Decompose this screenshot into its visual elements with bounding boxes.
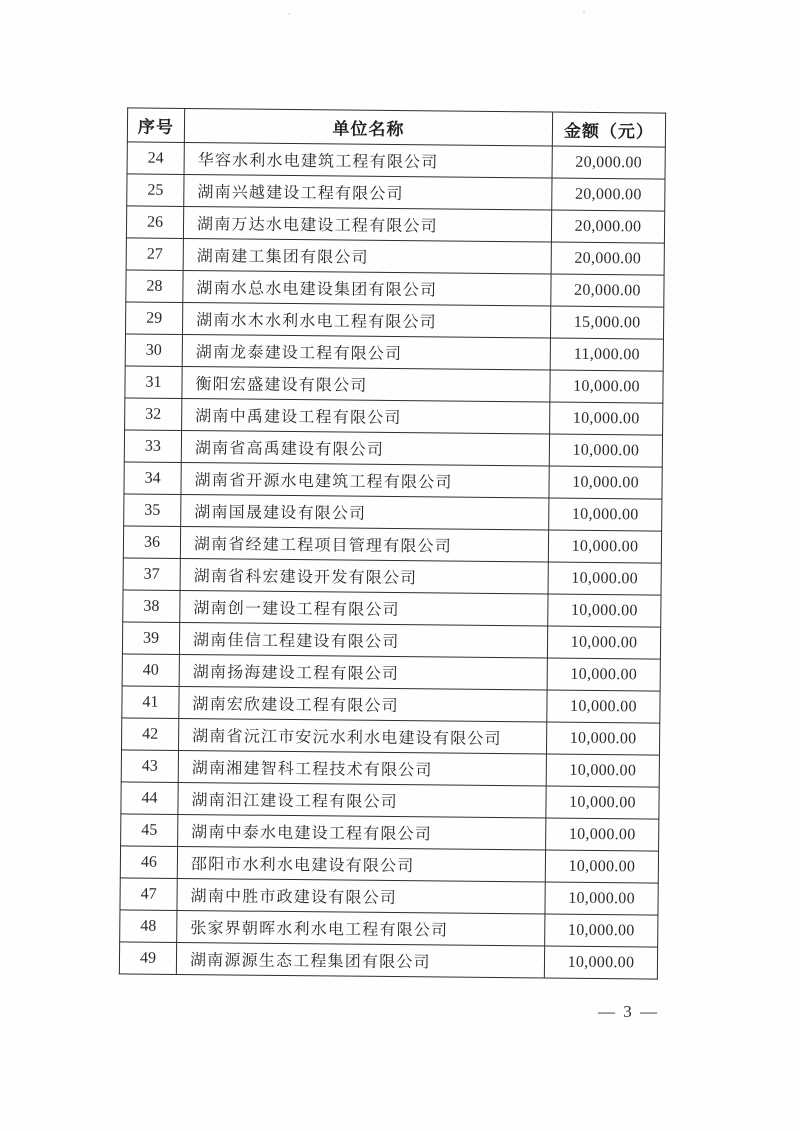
row-index-cell: 40 [122, 654, 179, 687]
row-index-cell: 33 [124, 430, 181, 463]
row-index-cell: 44 [121, 782, 178, 815]
row-index-cell: 39 [122, 622, 179, 655]
table-row [126, 270, 664, 307]
row-unit-name-cell: 湖南省高禹建设有限公司 [181, 430, 549, 466]
row-index-cell: 42 [122, 718, 179, 751]
row-amount-cell: 11,000.00 [550, 338, 663, 371]
row-amount-cell: 10,000.00 [547, 658, 660, 691]
row-index-cell: 25 [127, 174, 184, 207]
row-unit-name-cell: 湖南中禹建设工程有限公司 [182, 398, 550, 434]
header-index: 序号 [127, 108, 184, 143]
header-amount: 金额（元） [552, 112, 665, 147]
scan-speck [288, 13, 290, 15]
row-amount-cell: 10,000.00 [548, 530, 661, 563]
row-index-cell: 49 [119, 942, 176, 975]
row-amount-cell: 10,000.00 [550, 402, 663, 435]
row-unit-name-cell: 张家界朝晖水利水电工程有限公司 [177, 910, 545, 946]
row-unit-name-cell: 湖南国晟建设有限公司 [181, 494, 549, 530]
row-amount-cell: 20,000.00 [551, 274, 664, 307]
row-index-cell: 27 [126, 238, 183, 271]
table-row [127, 174, 665, 211]
row-unit-name-cell: 邵阳市水利水电建设有限公司 [177, 846, 545, 882]
table-row [123, 558, 661, 595]
row-index-cell: 36 [123, 526, 180, 559]
table-row [123, 590, 661, 627]
row-amount-cell: 10,000.00 [544, 946, 657, 979]
table-row [124, 462, 662, 499]
row-amount-cell: 10,000.00 [550, 370, 663, 403]
row-index-cell: 30 [125, 334, 182, 367]
row-amount-cell: 10,000.00 [547, 626, 660, 659]
row-index-cell: 26 [126, 206, 183, 239]
row-index-cell: 31 [125, 366, 182, 399]
row-index-cell: 45 [121, 814, 178, 847]
row-index-cell: 48 [120, 910, 177, 943]
row-amount-cell: 10,000.00 [549, 434, 662, 467]
row-amount-cell: 10,000.00 [549, 466, 662, 499]
row-unit-name-cell: 湖南万达水电建设工程有限公司 [183, 206, 551, 242]
table-body [119, 142, 665, 979]
row-unit-name-cell: 湖南湘建智科工程技术有限公司 [178, 750, 546, 786]
row-unit-name-cell: 湖南建工集团有限公司 [183, 238, 551, 274]
row-index-cell: 43 [121, 750, 178, 783]
row-amount-cell: 10,000.00 [547, 690, 660, 723]
row-index-cell: 24 [127, 142, 184, 175]
row-unit-name-cell: 湖南创一建设工程有限公司 [180, 590, 548, 626]
table-row [122, 622, 660, 659]
row-unit-name-cell: 湖南佳信工程建设有限公司 [179, 622, 547, 658]
table-row [120, 846, 658, 883]
table-row [123, 526, 661, 563]
row-index-cell: 37 [123, 558, 180, 591]
row-unit-name-cell: 湖南汨江建设工程有限公司 [178, 782, 546, 818]
page-number: — 3 — [598, 1002, 659, 1021]
row-index-cell: 47 [120, 878, 177, 911]
row-amount-cell: 10,000.00 [546, 722, 659, 755]
table-row [125, 334, 663, 371]
scan-speck [583, 11, 585, 14]
row-amount-cell: 10,000.00 [545, 882, 658, 915]
row-amount-cell: 10,000.00 [548, 594, 661, 627]
funding-table [119, 107, 666, 979]
row-amount-cell: 15,000.00 [550, 306, 663, 339]
header-unit-name: 单位名称 [184, 108, 552, 146]
row-amount-cell: 20,000.00 [552, 146, 665, 179]
table-row [121, 782, 659, 819]
row-index-cell: 29 [125, 302, 182, 335]
row-index-cell: 32 [125, 398, 182, 431]
row-index-cell: 35 [124, 494, 181, 527]
row-index-cell: 28 [126, 270, 183, 303]
row-unit-name-cell: 湖南龙泰建设工程有限公司 [182, 334, 550, 370]
row-unit-name-cell: 湖南源源生态工程集团有限公司 [176, 942, 544, 978]
row-unit-name-cell: 湖南省经建工程项目管理有限公司 [180, 526, 548, 562]
row-unit-name-cell: 湖南扬海建设工程有限公司 [179, 654, 547, 690]
row-amount-cell: 10,000.00 [549, 498, 662, 531]
table-row [125, 398, 663, 435]
row-amount-cell: 10,000.00 [546, 754, 659, 787]
table-row [122, 718, 660, 755]
table-row [122, 654, 660, 691]
row-unit-name-cell: 湖南兴越建设工程有限公司 [184, 174, 552, 210]
table-row [127, 142, 665, 179]
row-amount-cell: 10,000.00 [546, 786, 659, 819]
table-row [126, 238, 664, 275]
row-unit-name-cell: 衡阳宏盛建设有限公司 [182, 366, 550, 402]
row-unit-name-cell: 湖南中泰水电建设工程有限公司 [178, 814, 546, 850]
table-row [124, 430, 662, 467]
table-row [125, 302, 663, 339]
row-unit-name-cell: 湖南省科宏建设开发有限公司 [180, 558, 548, 594]
table-row [124, 494, 662, 531]
row-unit-name-cell: 华容水利水电建筑工程有限公司 [184, 142, 552, 178]
row-unit-name-cell: 湖南宏欣建设工程有限公司 [179, 686, 547, 722]
row-amount-cell: 20,000.00 [551, 210, 664, 243]
row-unit-name-cell: 湖南省沅江市安沅水利水电建设有限公司 [179, 718, 547, 754]
table-row [121, 814, 659, 851]
row-index-cell: 34 [124, 462, 181, 495]
row-amount-cell: 10,000.00 [545, 850, 658, 883]
table-row [126, 206, 664, 243]
row-amount-cell: 10,000.00 [546, 818, 659, 851]
row-index-cell: 41 [122, 686, 179, 719]
table-row [120, 878, 658, 915]
row-unit-name-cell: 湖南水总水电建设集团有限公司 [183, 270, 551, 306]
row-amount-cell: 10,000.00 [545, 914, 658, 947]
table-row [120, 910, 658, 947]
row-unit-name-cell: 湖南省开源水电建筑工程有限公司 [181, 462, 549, 498]
row-unit-name-cell: 湖南中胜市政建设有限公司 [177, 878, 545, 914]
row-amount-cell: 20,000.00 [552, 178, 665, 211]
row-index-cell: 46 [120, 846, 177, 879]
row-amount-cell: 20,000.00 [551, 242, 664, 275]
table-header-row [127, 108, 665, 147]
row-amount-cell: 10,000.00 [548, 562, 661, 595]
row-index-cell: 38 [123, 590, 180, 623]
row-unit-name-cell: 湖南水木水利水电工程有限公司 [182, 302, 550, 338]
table-row [119, 942, 657, 979]
table-row [122, 686, 660, 723]
table-row [125, 366, 663, 403]
table-row [121, 750, 659, 787]
